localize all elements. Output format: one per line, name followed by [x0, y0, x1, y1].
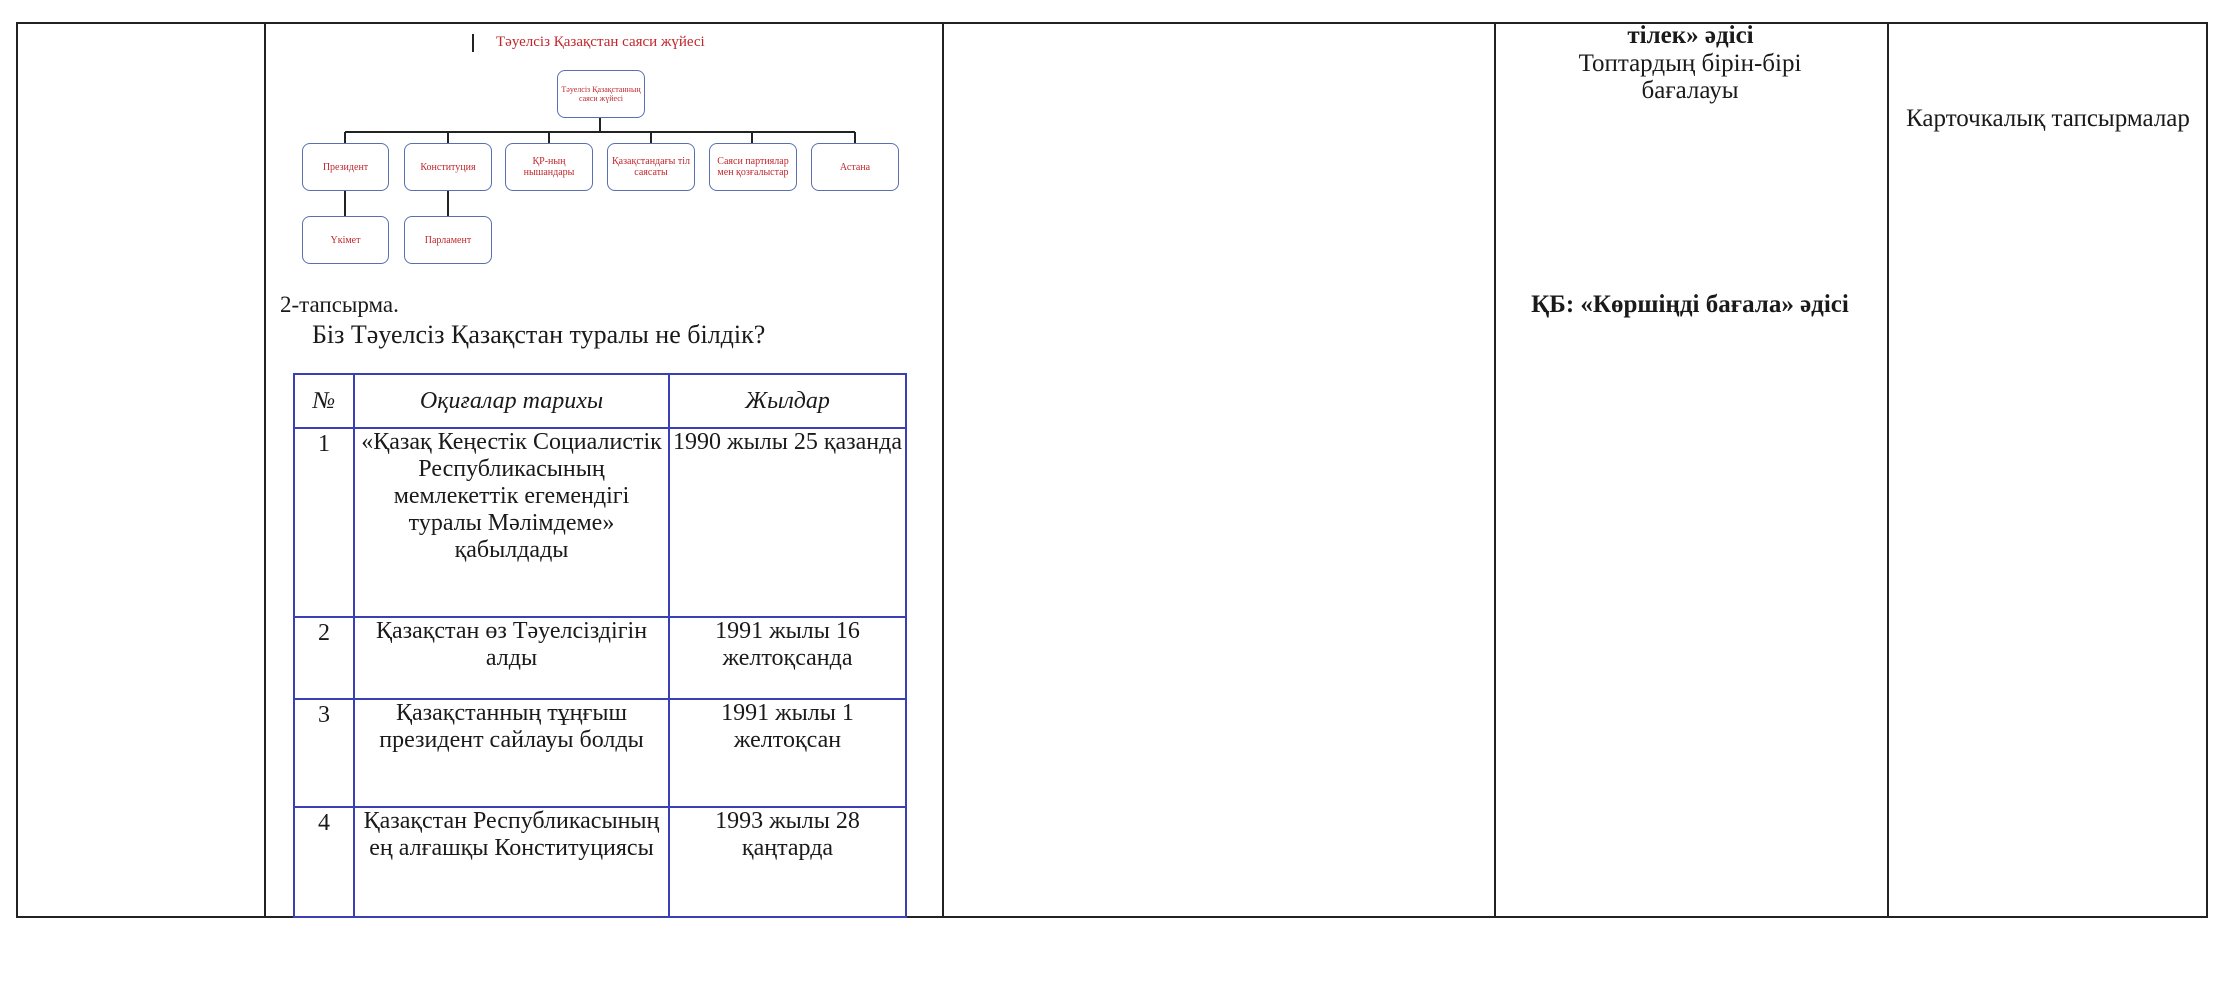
task-label: 2-тапсырма. — [280, 292, 399, 317]
task-question: Біз Тәуелсіз Қазақстан туралы не білдік? — [312, 320, 766, 349]
org-node-government: Үкімет — [302, 216, 389, 264]
org-node-symbols: ҚР-ның нышандары — [505, 143, 593, 191]
row-number: 1 — [294, 428, 354, 617]
assessment-peer: Топтардың бірін-бірі бағалауы — [1578, 50, 1802, 104]
org-chart-title: Тәуелсіз Қазақстан саяси жүйесі — [496, 34, 705, 50]
org-node-constitution: Конституция — [404, 143, 492, 191]
resources-cards: Карточкалық тапсырмалар — [1906, 105, 2190, 132]
row-number: 4 — [294, 807, 354, 917]
row-event: Қазақстан өз Тәуелсіздігін алды — [354, 617, 669, 699]
column-header-year: Жылдар — [669, 374, 906, 428]
row-number: 3 — [294, 699, 354, 807]
org-node-president: Президент — [302, 143, 389, 191]
org-node-parliament: Парламент — [404, 216, 492, 264]
assessment-method-tail: тілек» әдісі — [1627, 22, 1754, 49]
org-node-astana: Астана — [811, 143, 899, 191]
row-year: 1990 жылы 25 қазанда — [669, 428, 906, 617]
events-table — [293, 373, 907, 918]
table-row — [294, 617, 906, 699]
column-header-number: № — [294, 374, 354, 428]
row-event: Қазақстанның тұңғыш президент сайлауы болды — [354, 699, 669, 807]
table-header-row — [294, 374, 906, 428]
column-header-event: Оқиғалар тарихы — [354, 374, 669, 428]
row-event: Қазақстан Республикасының ең алғашқы Конституциясы — [354, 807, 669, 917]
org-node-language-policy: Қазақстандағы тіл саясаты — [607, 143, 695, 191]
row-number: 2 — [294, 617, 354, 699]
org-node-parties: Саяси партиялар мен қозғалыстар — [709, 143, 797, 191]
row-year: 1991 жылы 1 желтоқсан — [669, 699, 906, 807]
row-event: «Қазақ Кеңестік Социалистік Республикасының мемлекеттік егемендігі туралы Мәлімдеме» қабылдады — [354, 428, 669, 617]
row-year: 1991 жылы 16 желтоқсанда — [669, 617, 906, 699]
table-row — [294, 699, 906, 807]
row-year: 1993 жылы 28 қаңтарда — [669, 807, 906, 917]
table-row — [294, 807, 906, 917]
org-node-root: Тәуелсіз Қазақстанның саяси жүйесі — [557, 70, 645, 118]
assessment-qb: ҚБ: «Көршіңді бағала» әдісі — [1531, 291, 1849, 318]
table-row — [294, 428, 906, 617]
